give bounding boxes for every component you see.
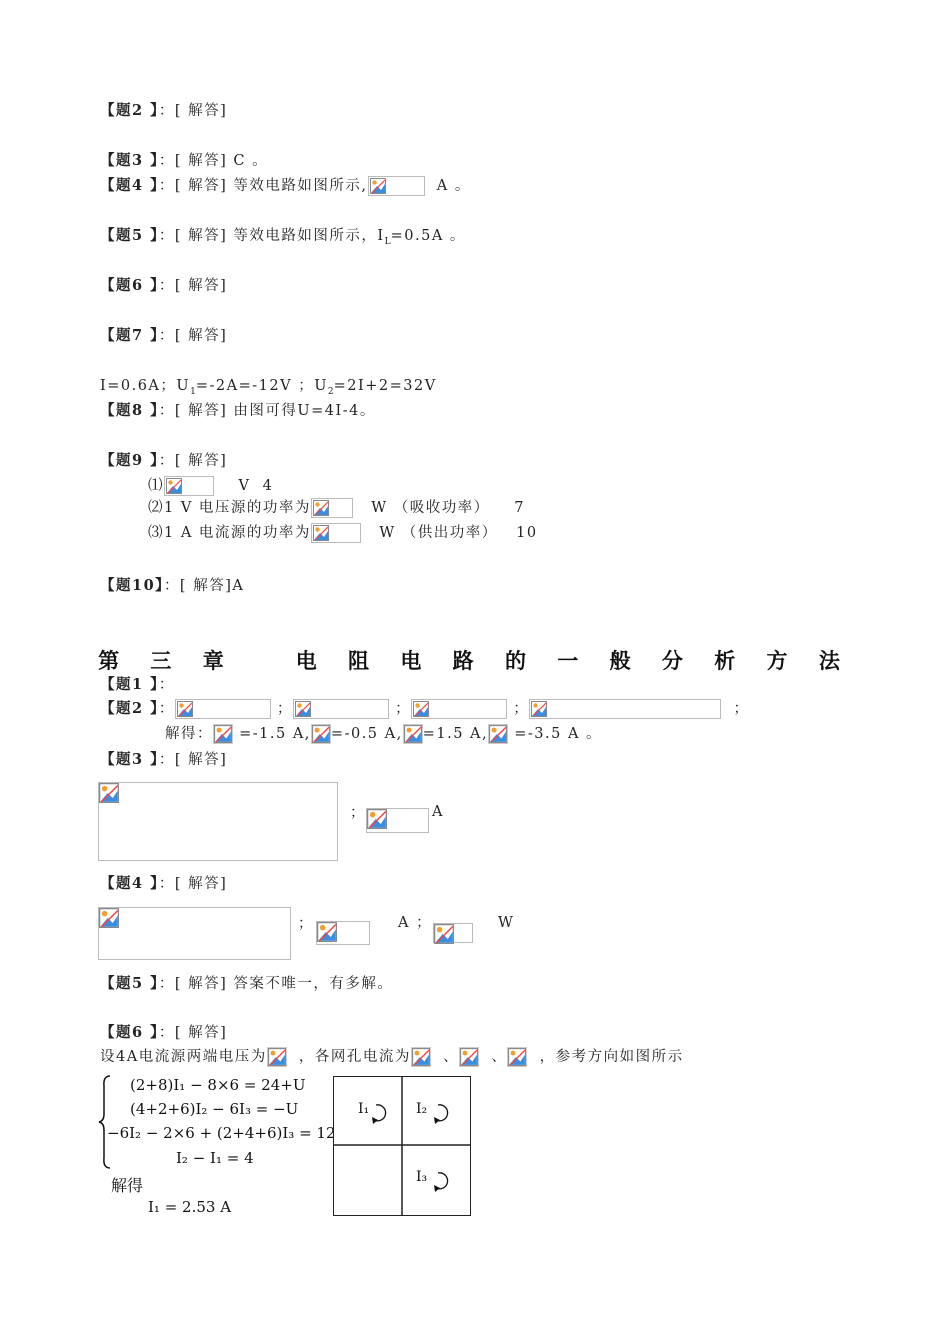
image-placeholder-icon [213, 724, 233, 744]
answer-i1: I₁ = 2.53 A [148, 1198, 232, 1216]
image-placeholder-icon [368, 176, 425, 196]
c2-line: 【题2 】： ； ； ； ； [100, 700, 750, 717]
image-placeholder-icon [311, 498, 353, 518]
image-placeholder-icon [311, 724, 331, 744]
image-placeholder-icon [459, 1047, 479, 1067]
c4-sep: ； [298, 916, 314, 932]
c3-line: 【题3 】：[ 解答] [100, 751, 228, 768]
q6-line: 【题6 】：[ 解答] [100, 277, 228, 294]
image-placeholder-icon [267, 1047, 287, 1067]
c3-result: ； [350, 805, 366, 821]
q7-result-line: I=0.6A；$U_1=-2A=-12V$ ；$U_2=2I+2=32V$ [100, 378, 437, 397]
image-placeholder-icon [488, 724, 508, 744]
mesh-diagram [333, 1076, 471, 1216]
image-placeholder-icon [529, 699, 721, 719]
image-placeholder-icon [311, 523, 361, 543]
c4-unit-w: W [498, 915, 515, 931]
c6-description: 设4A电流源两端电压为 ，各网孔电流为 、 、 ，参考方向如图所示 [100, 1049, 684, 1065]
q2-line: 【题2 】：[ 解答] [100, 102, 228, 119]
clockwise-arrow-icon [432, 1102, 454, 1126]
q4-line: 【题4 】：[ 解答] 等效电路如图所示, A 。 [100, 177, 471, 194]
image-placeholder-icon [98, 782, 338, 861]
q8-line: 【题8 】：[ 解答] 由图可得U=4I-4。 [100, 402, 376, 419]
image-placeholder-icon [366, 808, 429, 833]
equation-3: −6I₂ − 2×6 + (2+4+6)I₃ = 12 [107, 1124, 336, 1142]
c6-line: 【题6 】：[ 解答] [100, 1024, 228, 1041]
image-placeholder-icon [433, 923, 473, 943]
image-placeholder-icon [411, 699, 507, 719]
image-placeholder-icon [507, 1047, 527, 1067]
clockwise-arrow-icon [370, 1102, 392, 1126]
image-placeholder-icon [164, 476, 214, 496]
c3-unit: A [432, 804, 444, 820]
c5-line: 【题5 】：[ 解答] 答案不唯一，有多解。 [100, 975, 394, 992]
image-placeholder-icon [98, 907, 291, 960]
image-placeholder-icon [293, 699, 389, 719]
q9-item-3: ⑶1 A 电流源的功率为 W （供出功率） 10 [148, 525, 538, 541]
chapter-heading: 第 三 章 电 阻 电 路 的 一 般 分 析 方 法 [98, 648, 852, 673]
q9-item-2: ⑵1 V 电压源的功率为 W （吸收功率） 7 [148, 500, 525, 516]
equation-2: (4+2+6)I₂ − 6I₃ = −U [130, 1100, 299, 1118]
equation-1: (2+8)I₁ − 8×6 = 24+U [130, 1076, 306, 1094]
solve-label: 解得 [111, 1176, 144, 1195]
image-placeholder-icon [403, 724, 423, 744]
c2-solution: 解得： =-1.5 A, =-0.5 A, =1.5 A, =-3.5 A 。 [165, 726, 603, 742]
equation-brace [98, 1074, 112, 1170]
mesh-label-i1: I₁ [358, 1101, 370, 1117]
q9-line: 【题9 】：[ 解答] [100, 452, 228, 469]
image-placeholder-icon [411, 1047, 431, 1067]
q3-line: 【题3 】：[ 解答] C 。 [100, 152, 269, 169]
q9-item-1: ⑴ V 4 [148, 478, 274, 494]
image-placeholder-icon [316, 921, 370, 945]
clockwise-arrow-icon [432, 1170, 454, 1194]
q10-line: 【题10】：[ 解答]A [100, 577, 245, 594]
q7-line: 【题7 】：[ 解答] [100, 327, 228, 344]
c4-unit-a: A ； [398, 915, 433, 931]
c4-line: 【题4 】：[ 解答] [100, 875, 228, 892]
q5-line: 【题5 】：[ 解答] 等效电路如图所示，$I_L=0.5A$ 。 [100, 227, 466, 247]
mesh-label-i2: I₂ [416, 1101, 428, 1117]
mesh-label-i3: I₃ [416, 1169, 428, 1185]
c1-line: 【题1 】： [100, 676, 175, 693]
equation-4: I₂ − I₁ = 4 [176, 1149, 254, 1167]
image-placeholder-icon [175, 699, 271, 719]
